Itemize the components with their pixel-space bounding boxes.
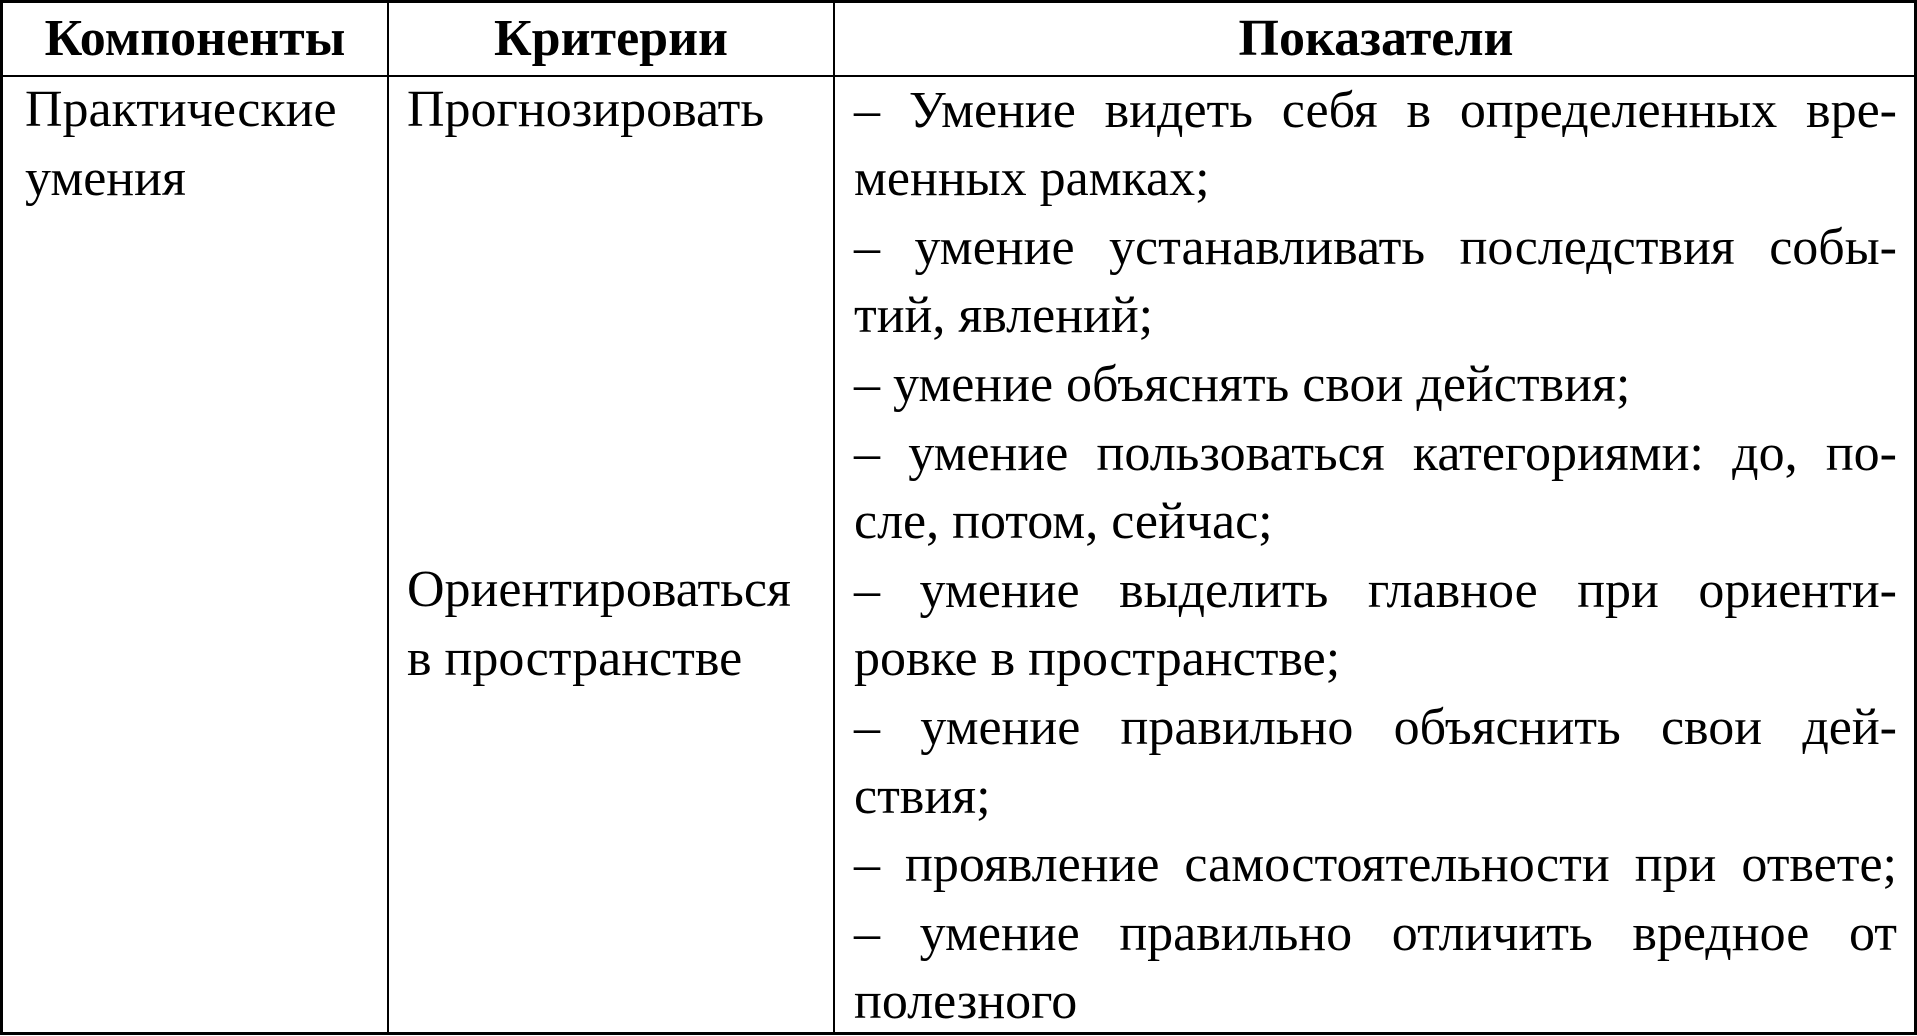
indicator-line: – умение правильно объяснить свои дей- [854,699,1897,756]
indicator-line: ровке в пространстве; [854,630,1341,687]
component-cell [25,76,337,213]
indicator-line: – умение пользоваться категориями: до, по- [854,425,1897,482]
indicator-line: – Умение видеть себя в определенных вре- [854,82,1897,139]
column-divider-2 [833,3,835,1032]
indicator-line: – умение правильно отличить вредное от [854,905,1897,962]
criterion-line: Ориентироваться [407,561,791,618]
criterion-orientation [407,556,791,693]
header-criteria: Критерии [493,10,729,67]
indicator-line: – умение выделить главное при ориенти- [854,562,1897,619]
criterion-line: Прогнозировать [407,81,765,138]
indicator-line: сле, потом, сейчас; [854,493,1273,550]
indicator-line: менных рамках; [854,150,1210,207]
component-line: умения [25,149,186,207]
component-line: Практические [25,81,337,138]
indicator-line: – умение объяснять свои действия; [854,356,1631,413]
criterion-forecast [407,76,764,145]
column-divider-1 [387,3,389,1032]
indicator-line: тий, явлений; [854,287,1154,344]
header-components: Компоненты [44,10,346,67]
indicator-line: – умение устанавливать последствия собы- [854,219,1897,276]
criterion-line: в пространстве [407,629,743,687]
indicator-line: полезного [854,973,1078,1030]
indicator-line: – проявление самостоятельности при ответе; [854,836,1897,893]
header-indicators: Показатели [1238,10,1514,67]
indicator-line: ствия; [854,768,991,825]
